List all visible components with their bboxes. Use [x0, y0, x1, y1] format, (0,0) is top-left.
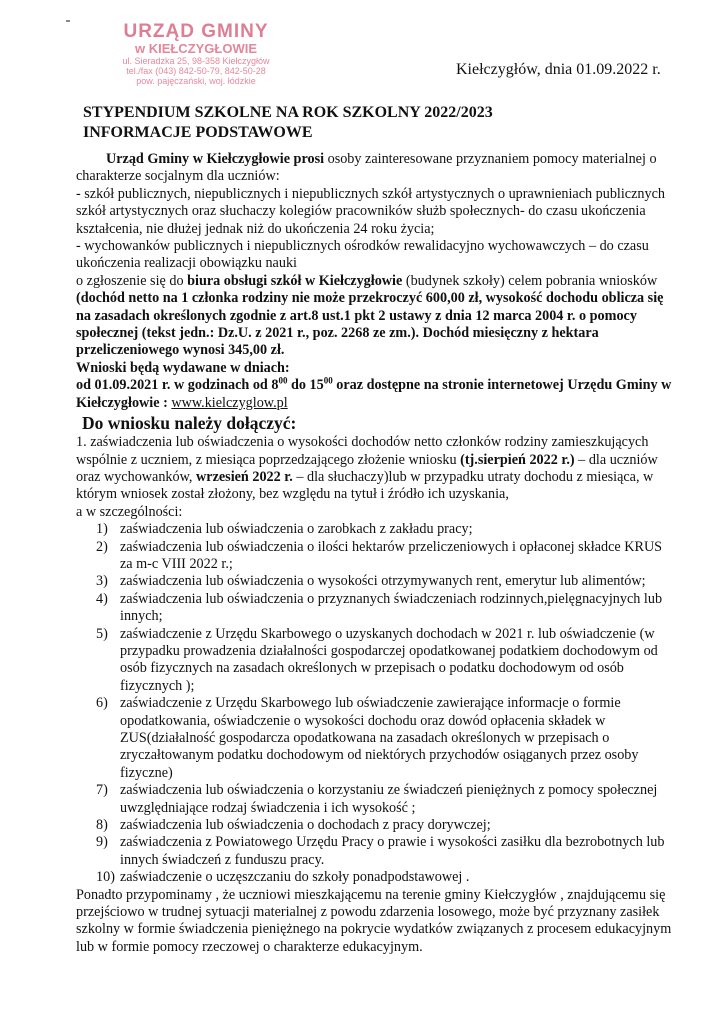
item-number: 6): [96, 695, 108, 712]
website-link[interactable]: www.kielczyglow.pl: [171, 394, 288, 411]
item-text: zaświadczenia lub oświadczenia o dochodach z pracy dorywczej;: [120, 817, 491, 834]
item-text: zaświadczenia lub oświadczenia o przyznanych świadczeniach rodzinnych,pielęgnacyjnych lub innych;: [120, 590, 663, 625]
item-text: zaświadczenie z Urzędu Skarbowego lub oświadczenie zawierające informacje o formie opodatkowania, oświadczenie o wysokości dochodu oraz dowód opłacenia składek w ZUS(działalność gospodarcza opodatkowana na zasadach określonych w przepisach o zryczałtowanym podatku dochodowym od niektórych przychodów osiąganych przez osoby fizyczne): [120, 695, 639, 781]
stamp-line-2: w KIEŁCZYGŁOWIE: [134, 41, 258, 56]
att-month-students: wrzesień 2022 r.: [196, 468, 293, 485]
application-paragraph: [76, 273, 676, 360]
issue-days-label: Wnioski będą wydawane w dniach:: [76, 359, 290, 376]
stamp-line-1: URZĄD GMINY: [123, 21, 269, 42]
list-item: [76, 817, 676, 834]
office-stamp: [96, 22, 296, 86]
item-number: 3): [96, 573, 108, 590]
item-number: 2): [96, 538, 108, 555]
attachments-heading: Do wniosku należy dołączyć:: [82, 413, 297, 434]
intro-item-2: - wychowanków publicznych i niepublicznych ośrodków rewalidacyjno wychowawczych – do czasu ukończenia realizacji obowiązku nauki: [76, 238, 649, 272]
list-item: [76, 695, 676, 782]
intro-rest: osoby zainteresowane przyznaniem pomocy materialnej o charakterze socjalnym dla uczniów:: [76, 151, 657, 185]
att-text-c: – dla uczniów oraz wychowanków,: [76, 451, 658, 485]
intro-item-1: - szkół publicznych, niepublicznych i niepublicznych szkół artystycznych o uprawnieniach publicznych szkół artystycznych oraz słuchaczy kolegiów pracowników służb społecznych- do czasu ukończenia kształcenia, nie dłużej jednak niż do ukończenia 24 roku życia;: [76, 185, 665, 237]
closing-paragraph: Ponadto przypominamy , że uczniowi mieszkającemu na terenie gminy Kiełczygłów , znajdującemu się przejściowo w trudnej sytuacji materialnej z powodu zdarzenia losowego, może być przyznany zasiłek szkolny w formie świadczenia pieniężnego na pokrycie wydatków związanych z procesem edukacyjnym lub w formie pomocy rzeczowej o charakterze edukacyjnym.: [76, 886, 672, 955]
item-text: zaświadczenia z Powiatowego Urzędu Pracy o prawie i wysokości zasiłku dla bezrobotnych lub innych świadczeń z funduszu pracy.: [120, 834, 665, 868]
document-date: Kiełczygłów, dnia 01.09.2022 r.: [456, 61, 661, 78]
app-office: biura obsługi szkół w Kiełczygłowie: [187, 272, 403, 289]
att-text-e: – dla słuchaczy)lub w przypadku utraty dochodu z miesiąca, w którym wniosek został złożony, bez względu na tytuł i źródło ich uzyskania,: [76, 468, 654, 503]
list-item: [76, 626, 676, 696]
app-text-a: o zgłoszenie się do: [76, 272, 188, 289]
app-text-c: (budynek szkoły) celem pobrania wniosków: [402, 272, 658, 289]
hours-rest: oraz dostępne na stronie internetowej Urzędu Gminy w Kiełczygłowie :: [76, 377, 672, 411]
hours-from: od 01.09.2021 r. w godzinach od 8: [76, 377, 279, 394]
item-number: 10): [96, 869, 115, 886]
hours-to-min: 00: [323, 375, 333, 386]
issue-days: [76, 360, 676, 377]
item-number: 5): [96, 625, 108, 642]
document-title: [83, 103, 493, 143]
item-number: 8): [96, 817, 108, 834]
scan-mark: [66, 20, 70, 22]
list-item: [76, 521, 676, 538]
item-text: zaświadczenia lub oświadczenia o korzystaniu ze świadczeń pieniężnych z pomocy społecznej uwzględniające rodzaj świadczenia i ich wysokość ;: [120, 782, 658, 816]
stamp-line-4: tel./fax (043) 842-50-79, 842-50-28: [126, 66, 266, 76]
list-item: [76, 573, 676, 590]
attachment-list: [76, 521, 676, 887]
item-number: 9): [96, 834, 108, 851]
item-number: 1): [96, 521, 108, 538]
title-line-1: STYPENDIUM SZKOLNE NA ROK SZKOLNY 2022/2023: [83, 104, 493, 121]
att-month-pupils: (tj.sierpień 2022 r.): [460, 451, 575, 468]
stamp-line-5: pow. pajęczański, woj. łódzkie: [136, 76, 256, 86]
income-limit: (dochód netto na 1 członka rodziny nie może przekroczyć 600,00 zł, wysokość dochodu oblicza się na zasadach określonych zgodnie z art.8 ust.1 pkt 2 ustawy z dnia 12 marca 2004 r. o pomocy społecznej (tekst jedn.: Dz.U. z 2021 r., poz. 2268 ze zm.). Dochód miesięczny z hektara przeliczeniowego wynosi 345,00 zł.: [76, 290, 664, 359]
hours-from-min: 00: [278, 375, 288, 386]
list-item: [76, 539, 676, 574]
list-item: [76, 782, 676, 817]
att-text-a: 1. zaświadczenia lub oświadczenia o wysokości dochodów netto członków rodziny zamieszkujących wspólnie z uczniem, z miesiąca poprzedzającego złożenie wniosku: [76, 434, 649, 468]
list-item: [76, 869, 676, 886]
item-text: zaświadczenia lub oświadczenia o ilości hektarów przeliczeniowych i opłaconej składce KRUS za m-c VIII 2022 r.;: [120, 538, 663, 572]
item-text: zaświadczenia lub oświadczenia o zarobkach z zakładu pracy;: [120, 521, 473, 538]
particular-label: a w szczególności:: [76, 503, 183, 520]
item-number: 7): [96, 782, 108, 799]
intro-paragraph: [76, 151, 676, 186]
list-item: [76, 834, 676, 869]
item-number: 4): [96, 590, 108, 607]
issue-hours: [76, 377, 676, 412]
intro-bold: Urząd Gminy w Kiełczygłowie prosi: [106, 151, 325, 167]
stamp-line-3: ul. Sieradzka 25, 98-358 Kiełczygłów: [122, 56, 270, 66]
item-text: zaświadczenia lub oświadczenia o wysokości otrzymywanych rent, emerytur lub alimentów;: [120, 573, 646, 590]
document-body: [76, 151, 676, 956]
item-text: zaświadczenie z Urzędu Skarbowego o uzyskanych dochodach w 2021 r. lub oświadczenie (w przypadku prowadzenia działalności gospodarczej opodatkowanej podatkiem dochodowym od osób fizycznych na zasadach określonych w przepisach o podatku dochodowym od osób fizycznych );: [120, 625, 658, 694]
item-text: zaświadczenie o uczęszczaniu do szkoły ponadpodstawowej .: [120, 869, 470, 886]
attachments-paragraph: [76, 434, 676, 504]
title-line-2: INFORMACJE PODSTAWOWE: [83, 124, 313, 141]
hours-to: do 15: [287, 377, 324, 394]
list-item: [76, 591, 676, 626]
